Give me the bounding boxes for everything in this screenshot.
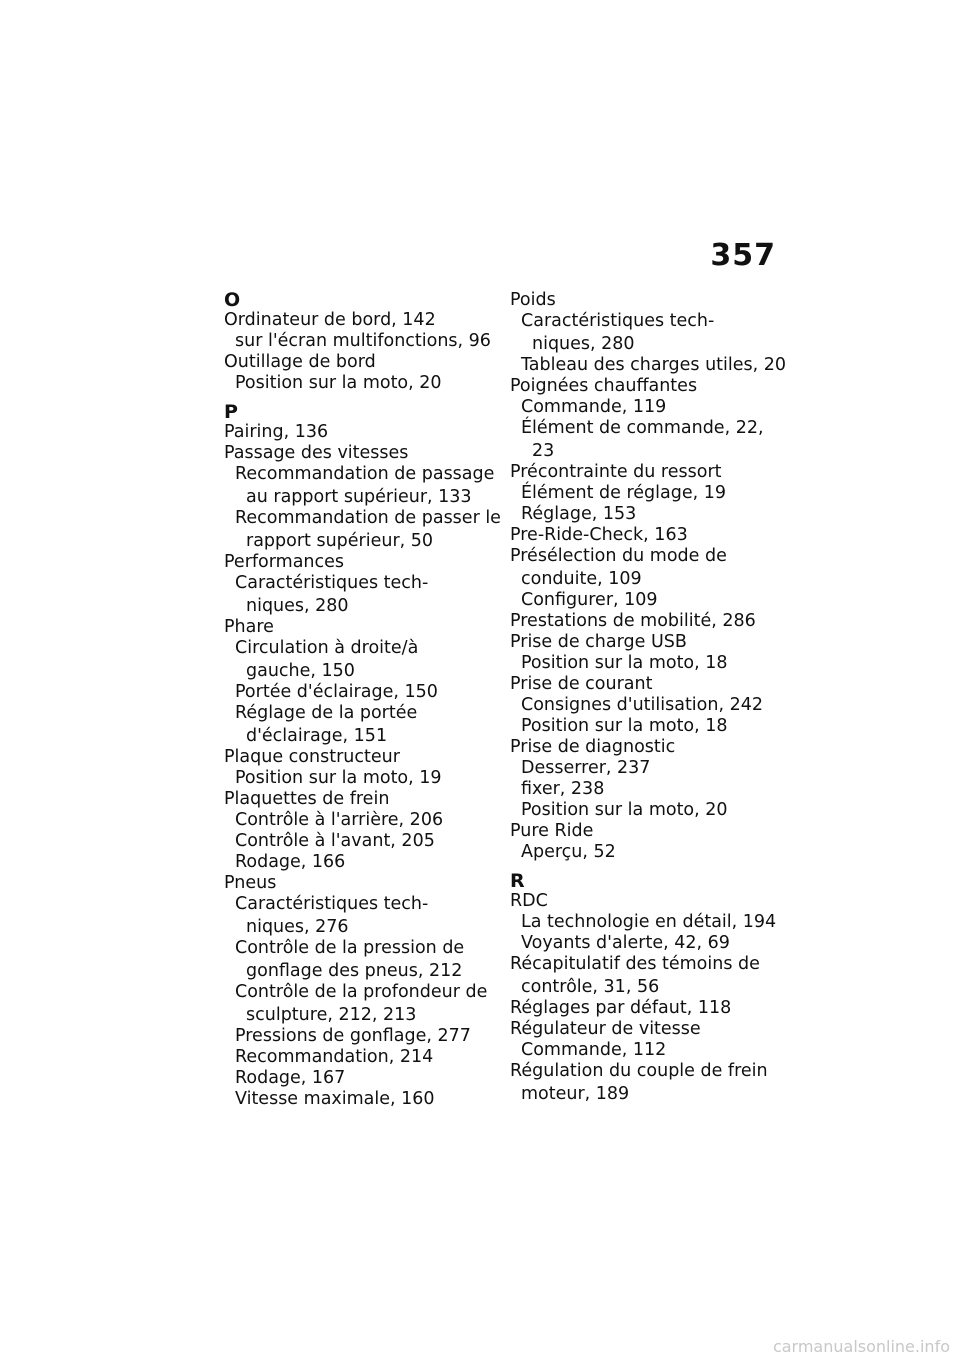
index-entry (224, 617, 499, 638)
index-entry-line: fixer, 238 (521, 779, 605, 799)
index-entry (224, 873, 499, 894)
index-entry-line: Consignes d'utilisation, 242 (521, 695, 763, 715)
index-subentry (224, 1068, 499, 1089)
index-entry-line: niques, 280 (532, 334, 635, 354)
index-entry-line: Configurer, 109 (521, 590, 658, 610)
index-entry-line: Élément de commande, 22, (521, 418, 764, 438)
index-subentry (510, 1040, 785, 1061)
index-entry-line: Réglages par défaut, 118 (510, 998, 732, 1018)
index-entry-line: Contrôle à l'avant, 205 (235, 831, 435, 851)
index-subentry (510, 504, 785, 525)
index-subentry (510, 716, 785, 737)
index-entry-line: Recommandation de passer le (235, 508, 501, 528)
index-letter-heading: P (224, 401, 238, 423)
index-entry-line: Contrôle de la profondeur de (235, 982, 488, 1002)
index-entry (224, 552, 499, 573)
index-entry-line: Commande, 112 (521, 1040, 667, 1060)
index-entry-line: sculpture, 212, 213 (246, 1005, 417, 1025)
index-entry (510, 290, 785, 311)
index-subentry (510, 311, 785, 355)
index-entry (224, 789, 499, 810)
index-subentry (510, 779, 785, 800)
index-entry-line: Recommandation, 214 (235, 1047, 434, 1067)
index-entry-line: Outillage de bord (224, 352, 376, 372)
index-entry-line: Desserrer, 237 (521, 758, 651, 778)
index-entry (224, 422, 499, 443)
index-entry-line: rapport supérieur, 50 (246, 531, 434, 551)
index-entry-line: gonflage des pneus, 212 (246, 961, 463, 981)
index-entry-line: Précontrainte du ressort (510, 462, 722, 482)
index-subentry (224, 682, 499, 703)
index-subentry (224, 638, 499, 682)
index-subentry (224, 810, 499, 831)
index-entry-line: RDC (510, 891, 548, 911)
index-entry-line: Voyants d'alerte, 42, 69 (521, 933, 730, 953)
index-entry-line: Contrôle à l'arrière, 206 (235, 810, 444, 830)
index-entry (510, 632, 785, 653)
index-entry-line: Pure Ride (510, 821, 594, 841)
index-entry-line: niques, 276 (246, 917, 349, 937)
index-subentry (224, 331, 499, 352)
index-subentry (510, 355, 785, 376)
index-subentry (224, 508, 499, 552)
index-entry (510, 821, 785, 842)
index-subentry (510, 397, 785, 418)
index-entry-line: Circulation à droite/à (235, 638, 419, 658)
index-entry-line: au rapport supérieur, 133 (246, 487, 472, 507)
index-entry-line: Pneus (224, 873, 277, 893)
index-entry-line: Présélection du mode de (510, 546, 727, 566)
index-entry (510, 525, 785, 546)
index-entry-line: Contrôle de la pression de (235, 938, 465, 958)
index-entry-line: Plaquettes de frein (224, 789, 390, 809)
index-entry (510, 891, 785, 912)
index-subentry (224, 831, 499, 852)
index-entry-line: Prise de courant (510, 674, 653, 694)
index-entry-line: Vitesse maximale, 160 (235, 1089, 435, 1109)
index-subentry (510, 912, 785, 933)
index-entry-line: 23 (532, 441, 555, 461)
index-entry-line: La technologie en détail, 194 (521, 912, 777, 932)
index-entry-line: moteur, 189 (521, 1084, 630, 1104)
index-entry (224, 443, 499, 464)
index-subentry (224, 1026, 499, 1047)
index-entry-line: Commande, 119 (521, 397, 667, 417)
index-entry (224, 747, 499, 768)
index-entry (510, 998, 785, 1019)
index-entry-line: Position sur la moto, 20 (521, 800, 728, 820)
index-subentry (510, 842, 785, 863)
index-entry-line: Récapitulatif des témoins de (510, 954, 760, 974)
index-entry-line: Rodage, 166 (235, 852, 346, 872)
index-entry-line: Position sur la moto, 20 (235, 373, 442, 393)
index-entry-line: Portée d'éclairage, 150 (235, 682, 438, 702)
index-entry-line: Recommandation de passage (235, 464, 495, 484)
index-subentry (510, 483, 785, 504)
index-subentry (224, 982, 499, 1026)
index-entry-line: Élément de réglage, 19 (521, 483, 726, 503)
index-subentry (510, 758, 785, 779)
index-subentry (224, 768, 499, 789)
index-entry-line: niques, 280 (246, 596, 349, 616)
index-subentry (224, 852, 499, 873)
index-entry-line: Pairing, 136 (224, 422, 329, 442)
index-subentry (224, 464, 499, 508)
index-entry-line: Position sur la moto, 19 (235, 768, 442, 788)
index-entry-line: Tableau des charges utiles, 20 (521, 355, 787, 375)
page-number: 357 (710, 238, 776, 273)
index-entry (224, 310, 499, 331)
index-letter-heading: O (224, 289, 241, 311)
index-subentry (510, 653, 785, 674)
index-entry (510, 611, 785, 632)
index-entry-line: gauche, 150 (246, 661, 355, 681)
index-subentry (224, 1047, 499, 1068)
index-entry-line: d'éclairage, 151 (246, 726, 388, 746)
index-column-left (224, 290, 499, 1110)
index-entry-line: Performances (224, 552, 345, 572)
index-entry (510, 462, 785, 483)
index-entry (510, 1061, 785, 1105)
index-subentry (224, 703, 499, 747)
index-entry-line: Poids (510, 290, 556, 310)
index-entry-line: Caractéristiques tech- (521, 311, 715, 331)
index-entry-line: Prestations de mobilité, 286 (510, 611, 756, 631)
index-subentry (510, 933, 785, 954)
index-entry-line: Pressions de gonflage, 277 (235, 1026, 471, 1046)
index-entry (510, 546, 785, 590)
index-entry-line: Réglage, 153 (521, 504, 637, 524)
index-entry (510, 1019, 785, 1040)
index-entry (224, 352, 499, 373)
index-subentry (510, 418, 785, 462)
index-subentry (224, 894, 499, 938)
index-entry-line: Plaque constructeur (224, 747, 400, 767)
index-entry-line: Régulateur de vitesse (510, 1019, 701, 1039)
index-entry (510, 954, 785, 998)
index-subentry (224, 938, 499, 982)
index-entry-line: Aperçu, 52 (521, 842, 616, 862)
index-entry-line: Passage des vitesses (224, 443, 409, 463)
index-subentry (510, 800, 785, 821)
index-entry-line: contrôle, 31, 56 (521, 977, 660, 997)
index-entry-line: Poignées chauffantes (510, 376, 698, 396)
index-subentry (224, 573, 499, 617)
index-subentry (510, 590, 785, 611)
watermark-footer: carmanualsonline.info (772, 1337, 950, 1356)
index-entry-line: Caractéristiques tech- (235, 573, 429, 593)
index-letter-heading: R (510, 870, 525, 892)
index-column-right (510, 290, 785, 1105)
index-subentry (224, 373, 499, 394)
index-entry-line: conduite, 109 (521, 569, 642, 589)
index-entry-line: Prise de charge USB (510, 632, 687, 652)
index-entry (510, 674, 785, 695)
index-entry-line: Prise de diagnostic (510, 737, 676, 757)
index-entry (510, 376, 785, 397)
index-entry-line: Phare (224, 617, 274, 637)
index-entry-line: Ordinateur de bord, 142 (224, 310, 436, 330)
index-entry-line: Position sur la moto, 18 (521, 716, 728, 736)
index-entry-line: Position sur la moto, 18 (521, 653, 728, 673)
index-entry-line: Régulation du couple de frein (510, 1061, 768, 1081)
index-subentry (510, 695, 785, 716)
index-subentry (224, 1089, 499, 1110)
index-entry (510, 737, 785, 758)
index-entry-line: Pre-Ride-Check, 163 (510, 525, 688, 545)
index-entry-line: Réglage de la portée (235, 703, 418, 723)
index-entry-line: Caractéristiques tech- (235, 894, 429, 914)
index-entry-line: sur l'écran multifonctions, 96 (235, 331, 491, 351)
index-entry-line: Rodage, 167 (235, 1068, 346, 1088)
